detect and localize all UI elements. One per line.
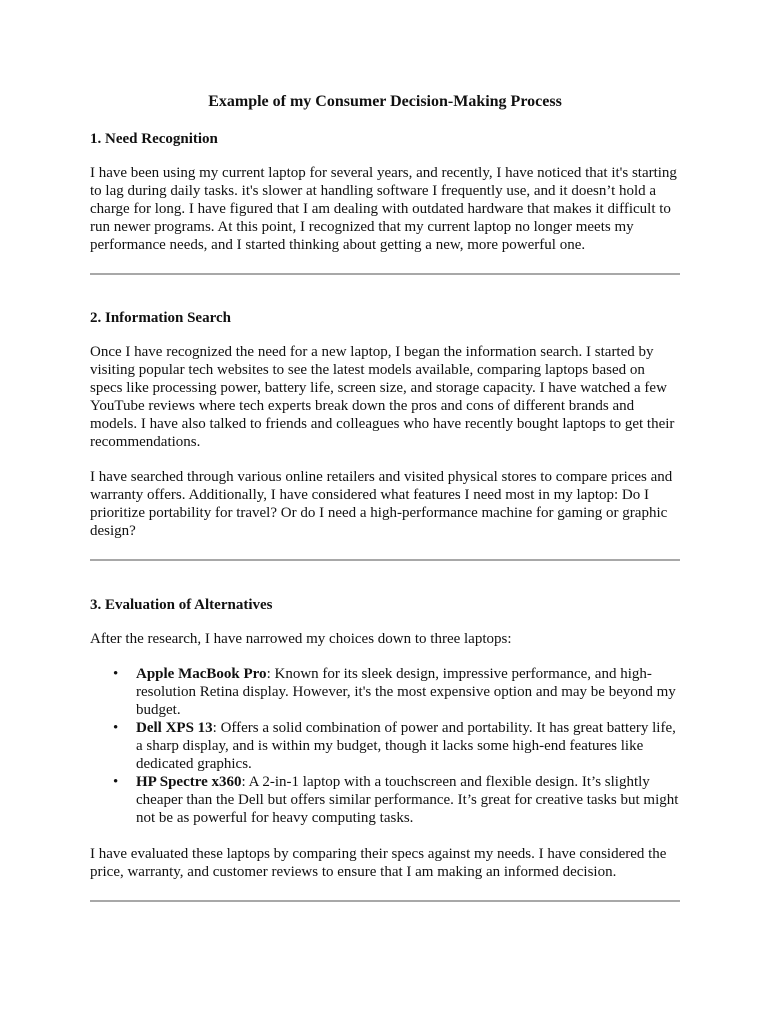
alternatives-list: [90, 665, 680, 827]
section-evaluation-of-alternatives: [90, 596, 680, 902]
document-page: [90, 92, 680, 902]
section-information-search: [90, 309, 680, 561]
section-divider: [90, 273, 680, 275]
section-need-recognition: [90, 130, 680, 275]
document-title: Example of my Consumer Decision-Making Process: [208, 93, 562, 110]
section-divider: [90, 559, 680, 561]
bullet-icon: •: [113, 666, 119, 682]
section-heading: 1. Need Recognition: [90, 131, 218, 147]
laptop-name: HP Spectre x360: [136, 774, 242, 790]
paragraph: I have searched through various online retailers and visited physical stores to compare prices and warranty offers. Additionally, I have considered what features I need most in my laptop: Do I prioritize portability for travel? Or do I need a high-performance machine for gaming or graphic design?: [90, 469, 673, 539]
paragraph: After the research, I have narrowed my choices down to three laptops:: [90, 631, 512, 647]
laptop-name: Apple MacBook Pro: [136, 666, 267, 682]
laptop-name: Dell XPS 13: [136, 720, 213, 736]
section-divider: [90, 900, 680, 902]
list-item: [113, 773, 680, 827]
bullet-icon: •: [113, 774, 119, 790]
laptop-description: : A 2-in-1 laptop with a touchscreen and flexible design. It’s slightly cheaper than the Dell but offers similar performance. It’s great for creative tasks but might not be as powerful for heavy computing tasks.: [136, 774, 679, 826]
section-heading: 3. Evaluation of Alternatives: [90, 597, 273, 613]
laptop-description: : Known for its sleek design, impressive performance, and high-resolution Retina display. However, it's the most expensive option and may be beyond my budget.: [136, 666, 676, 718]
list-item: [113, 719, 680, 773]
paragraph: I have evaluated these laptops by comparing their specs against my needs. I have considered the price, warranty, and customer reviews to ensure that I am making an informed decision.: [90, 846, 667, 880]
paragraph: Once I have recognized the need for a new laptop, I began the information search. I started by visiting popular tech websites to see the latest models available, comparing laptops based on specs like processing power, battery life, screen size, and storage capacity. I have watched a few YouTube reviews where tech experts break down the pros and cons of different brands and models. I have also talked to friends and colleagues who have recently bought laptops to get their recommendations.: [90, 344, 675, 450]
section-heading: 2. Information Search: [90, 310, 231, 326]
paragraph: I have been using my current laptop for several years, and recently, I have noticed that it's starting to lag during daily tasks. it's slower at handling software I frequently use, and it doesn’t hold a charge for long. I have figured that I am dealing with outdated hardware that makes it difficult to run newer programs. At this point, I recognized that my current laptop no longer meets my performance needs, and I started thinking about getting a new, more powerful one.: [90, 165, 677, 253]
list-item: [113, 665, 680, 719]
bullet-icon: •: [113, 720, 119, 736]
laptop-description: : Offers a solid combination of power and portability. It has great battery life, a sharp display, and is within my budget, though it lacks some high-end features like dedicated graphics.: [136, 720, 676, 772]
